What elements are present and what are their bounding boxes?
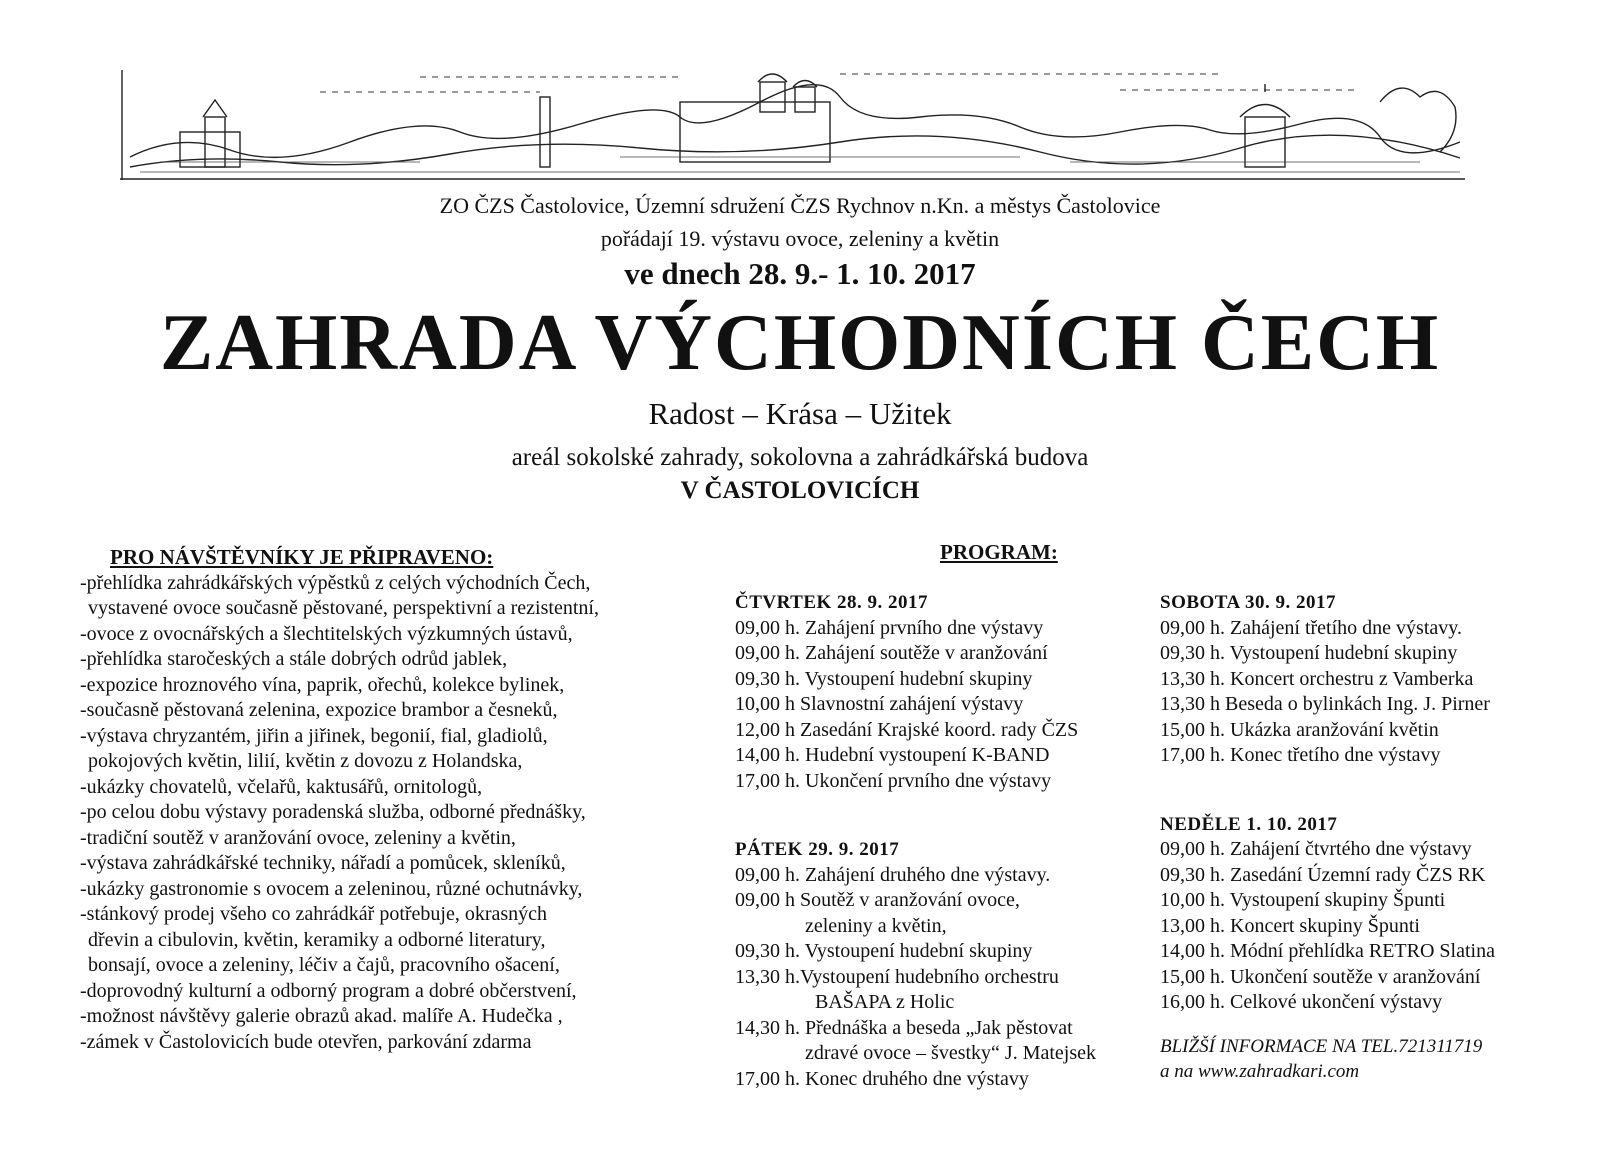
program-item: 13,30 h.Vystoupení hudebního orchestru xyxy=(735,965,1059,988)
program-thu-fri xyxy=(735,590,1096,1092)
program-item: zeleniny a květin, xyxy=(805,914,947,937)
venue-description: areál sokolské zahrady, sokolovna a zahrádkářská budova xyxy=(511,444,1089,471)
program-item: 13,30 h. Koncert orchestru z Vamberka xyxy=(1160,667,1474,690)
day-title-thursday: ČTVRTEK 28. 9. 2017 xyxy=(735,592,929,613)
day-title-friday: PÁTEK 29. 9. 2017 xyxy=(735,839,900,860)
list-item: pokojových květin, lilií, květin z dovozu z Holandska, xyxy=(88,750,523,772)
list-item: -stánkový prodej všeho co zahrádkář potřebuje, okrasných xyxy=(80,903,548,925)
program-item: 09,30 h. Zasedání Územní rady ČZS RK xyxy=(1160,863,1486,886)
list-item: -doprovodný kulturní a odborný program a dobré občerstvení, xyxy=(80,979,577,1002)
list-item: -přehlídka zahrádkářských výpěstků z celých východních Čech, xyxy=(80,571,591,594)
program-item: 17,00 h. Konec druhého dne výstavy xyxy=(735,1067,1029,1090)
day-title-sunday: NEDĚLE 1. 10. 2017 xyxy=(1160,813,1338,835)
info-phone: BLIŽŠÍ INFORMACE NA TEL.721311719 xyxy=(1160,1035,1483,1057)
program-item: 09,00 h. Zahájení třetího dne výstavy. xyxy=(1160,616,1462,639)
info-website: a na www.zahradkari.com xyxy=(1160,1061,1360,1082)
list-item: -výstava chryzantém, jiřin a jiřinek, begonií, fial, gladiolů, xyxy=(80,724,548,747)
program-item: 09,00 h. Zahájení čtvrtého dne výstavy xyxy=(1160,838,1472,860)
list-item: -ukázky gastronomie s ovocem a zeleninou, různé ochutnávky, xyxy=(80,877,583,900)
program-item: 13,30 h Beseda o bylinkách Ing. J. Pirner xyxy=(1160,693,1490,715)
program-item: 09,30 h. Vystoupení hudební skupiny xyxy=(735,940,1033,962)
list-item: bonsají, ovoce a zeleniny, léčiv a čajů, pracovního ošacení, xyxy=(88,954,560,976)
list-item: -přehlídka staročeských a stále dobrých odrůd jablek, xyxy=(80,648,508,670)
visitors-heading: PRO NÁVŠTĚVNÍKY JE PŘIPRAVENO: xyxy=(110,545,494,569)
list-item: vystavené ovoce současně pěstované, perspektivní a rezistentní, xyxy=(88,597,599,619)
program-item: 14,30 h. Přednáška a beseda „Jak pěstovat xyxy=(735,1016,1073,1039)
program-item: 15,00 h. Ukončení soutěže v aranžování xyxy=(1160,965,1481,988)
program-item: 10,00 h Slavnostní zahájení výstavy xyxy=(735,693,1024,715)
program-item: zdravé ovoce – švestky“ J. Matejsek xyxy=(805,1042,1097,1064)
day-title-saturday: SOBOTA 30. 9. 2017 xyxy=(1160,592,1336,613)
event-subtitle: pořádají 19. výstavu ovoce, zeleniny a květin xyxy=(600,226,1000,251)
program-item: 09,00 h. Zahájení soutěže v aranžování xyxy=(735,642,1048,664)
venue-place: V ČASTOLOVICÍCH xyxy=(680,477,920,504)
program-heading: PROGRAM: xyxy=(940,540,1058,564)
list-item: -současně pěstovaná zelenina, expozice brambor a česneků, xyxy=(80,699,558,721)
program-item: 09,00 h Soutěž v aranžování ovoce, xyxy=(735,889,1020,911)
program-item: 09,00 h. Zahájení prvního dne výstavy xyxy=(735,616,1044,639)
visitors-section xyxy=(80,545,599,1055)
list-item: -tradiční soutěž v aranžování ovoce, zeleniny a květin, xyxy=(80,826,516,849)
program-item: 17,00 h. Konec třetího dne výstavy xyxy=(1160,744,1441,766)
list-item: -expozice hroznového vína, paprik, ořechů, kolekce bylinek, xyxy=(80,673,565,696)
program-item: 12,00 h Zasedání Krajské koord. rady ČZS xyxy=(735,718,1079,741)
event-dates: ve dnech 28. 9.- 1. 10. 2017 xyxy=(624,256,976,291)
program-item: 16,00 h. Celkové ukončení výstavy xyxy=(1160,991,1443,1013)
page-title: ZAHRADA VÝCHODNÍCH ČECH xyxy=(159,299,1441,387)
program-item: BAŠAPA z Holic xyxy=(815,991,955,1013)
program-item: 09,30 h. Vystoupení hudební skupiny xyxy=(1160,642,1458,664)
program-item: 14,00 h. Hudební vystoupení K-BAND xyxy=(735,744,1050,766)
program-sat-sun xyxy=(1160,590,1495,1085)
town-skyline-illustration xyxy=(120,62,1465,187)
list-item: dřevin a cibulovin, květin, keramiky a odborné literatury, xyxy=(88,928,546,951)
program-item: 15,00 h. Ukázka aranžování květin xyxy=(1160,718,1439,741)
program-item: 13,00 h. Koncert skupiny Špunti xyxy=(1160,914,1420,937)
list-item: -ukázky chovatelů, včelařů, kaktusářů, ornitologů, xyxy=(80,775,483,798)
list-item: -ovoce z ovocnářských a šlechtitelských výzkumných ústavů, xyxy=(80,622,573,645)
list-item: -zámek v Častolovicích bude otevřen, parkování zdarma xyxy=(80,1030,532,1053)
program-item: 14,00 h. Módní přehlídka RETRO Slatina xyxy=(1160,940,1495,962)
program-item: 09,30 h. Vystoupení hudební skupiny xyxy=(735,667,1033,690)
list-item: -výstava zahrádkářské techniky, nářadí a pomůcek, skleníků, xyxy=(80,852,566,874)
organizers-line: ZO ČZS Častolovice, Územní sdružení ČZS Rychnov n.Kn. a městys Častolovice xyxy=(439,193,1161,218)
program-item: 17,00 h. Ukončení prvního dne výstavy xyxy=(735,769,1052,792)
program-item: 10,00 h. Vystoupení skupiny Špunti xyxy=(1160,889,1446,911)
event-motto: Radost – Krása – Užitek xyxy=(648,396,952,431)
program-item: 09,00 h. Zahájení druhého dne výstavy. xyxy=(735,863,1051,886)
list-item: -možnost návštěvy galerie obrazů akad. malíře A. Hudečka , xyxy=(80,1005,563,1027)
list-item: -po celou dobu výstavy poradenská služba, odborné přednášky, xyxy=(80,801,586,823)
